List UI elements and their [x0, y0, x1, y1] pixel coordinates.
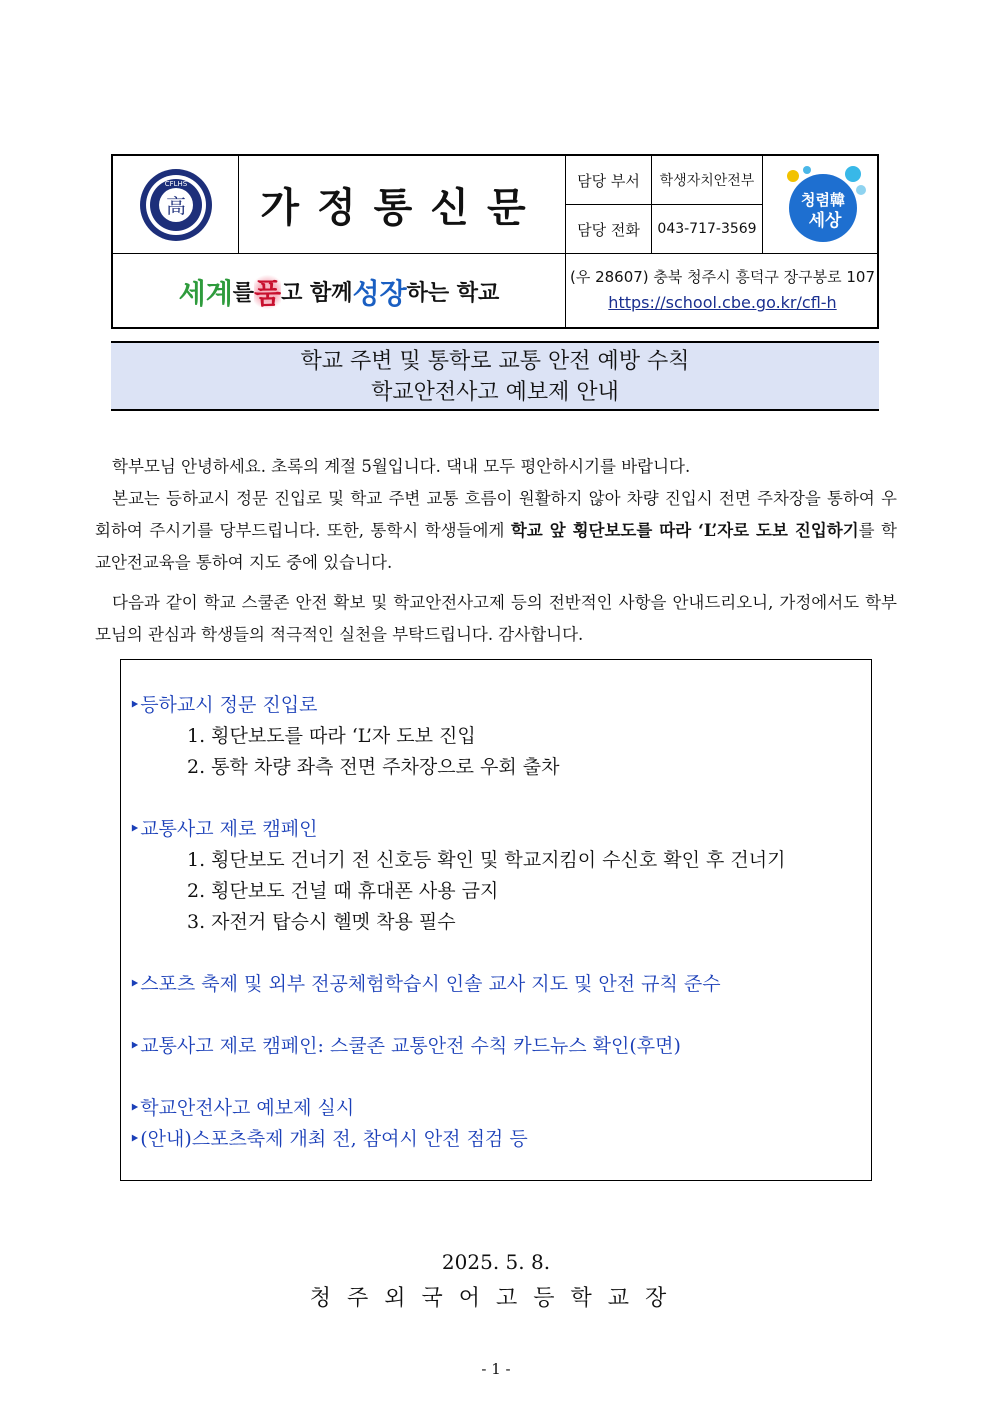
slogan-world: 세계	[178, 276, 233, 310]
school-slogan	[113, 254, 565, 329]
header-table	[111, 154, 879, 329]
closing-paragraph: 다음과 같이 학교 스쿨존 안전 확보 및 학교안전사고제 등의 전반적인 사항을 안내드리오니, 가정에서도 학부모님의 관심과 학생들의 적극적인 실천을 부탁드립니다. 감사합니다.	[95, 593, 897, 644]
principal-signature: 청주외국어고등학교장	[309, 1286, 683, 1311]
emblem-line1: 청렴韓	[801, 190, 845, 209]
subject-band	[111, 341, 879, 411]
document-title: 가정통신문	[260, 185, 544, 231]
address: (우 28607) 충북 청주시 흥덕구 장구봉로 107	[569, 268, 876, 286]
logo-char: 高	[165, 193, 186, 218]
slogan-part: 를	[232, 281, 255, 306]
school-url-link[interactable]: https://school.cbe.go.kr/cfl-h	[608, 293, 837, 312]
section-heading: ‣교통사고 제로 캠페인: 스쿨존 교통안전 수칙 카드뉴스 확인(후면)	[129, 1035, 681, 1057]
section-heading: ‣스포츠 축제 및 외부 전공체험학습시 인솔 교사 지도 및 안전 규칙 준수	[129, 973, 721, 995]
list-item: 1. 횡단보도를 따라 ‘L’자 도보 진입	[187, 725, 476, 747]
page-number: - 1 -	[481, 1360, 511, 1378]
request-emphasis: 학교 앞 횡단보도를 따라 ‘L’자로 도보 진입하기	[510, 521, 859, 540]
section-heading: ‣등하교시 정문 진입로	[129, 694, 318, 716]
request-text: 본교는 등하교시 정문 진입로 및 학교 주변 교통 흐름이 원활하지 않아 차량 진입시 전면 주차장을 통하여 우회하여 주시기를 당부드립니다. 또한, 통학시 학생들에게	[95, 489, 897, 540]
phone-label: 담당 전화	[577, 220, 640, 239]
section-heading: ‣교통사고 제로 캠페인	[129, 818, 318, 840]
logo-text: CFLHS	[164, 179, 187, 188]
list-item: 2. 통학 차량 좌측 전면 주차장으로 우회 출차	[187, 756, 560, 778]
dept-value: 학생자치안전부	[659, 173, 755, 189]
list-item: 2. 횡단보도 건널 때 휴대폰 사용 금지	[187, 880, 499, 902]
slogan-grow: 성장	[352, 276, 407, 310]
school-logo	[113, 156, 238, 253]
document-date: 2025. 5. 8.	[441, 1250, 551, 1274]
slogan-part: 하는 학교	[406, 281, 500, 306]
dept-label: 담당 부서	[577, 171, 640, 190]
phone-value: 043-717-3569	[657, 221, 757, 237]
section-heading: ‣(안내)스포츠축제 개최 전, 참여시 안전 점검 등	[129, 1128, 528, 1150]
section-heading: ‣학교안전사고 예보제 실시	[129, 1097, 355, 1119]
emblem-line2: 세상	[808, 210, 842, 231]
integrity-emblem	[763, 156, 879, 253]
subject-line2: 학교안전사고 예보제 안내	[371, 380, 619, 405]
slogan-part: 고 함께	[281, 281, 353, 306]
slogan-embrace: 품	[254, 272, 281, 312]
notice-box	[120, 659, 872, 1181]
list-item: 3. 자전거 탑승시 헬멧 착용 필수	[187, 911, 456, 933]
list-item: 1. 횡단보도 건너기 전 신호등 확인 및 학교지킴이 수신호 확인 후 건너기	[187, 849, 786, 871]
request-text-end: 를 학교안전교육을 통하여 지도 중에 있습니다.	[95, 521, 897, 572]
subject-line1: 학교 주변 및 통학로 교통 안전 예방 수칙	[300, 349, 690, 374]
address-cell	[566, 254, 879, 329]
greeting-paragraph: 학부모님 안녕하세요. 초록의 계절 5월입니다. 댁내 모두 평안하시기를 바랍니다.	[112, 457, 691, 476]
request-paragraph	[95, 483, 897, 579]
